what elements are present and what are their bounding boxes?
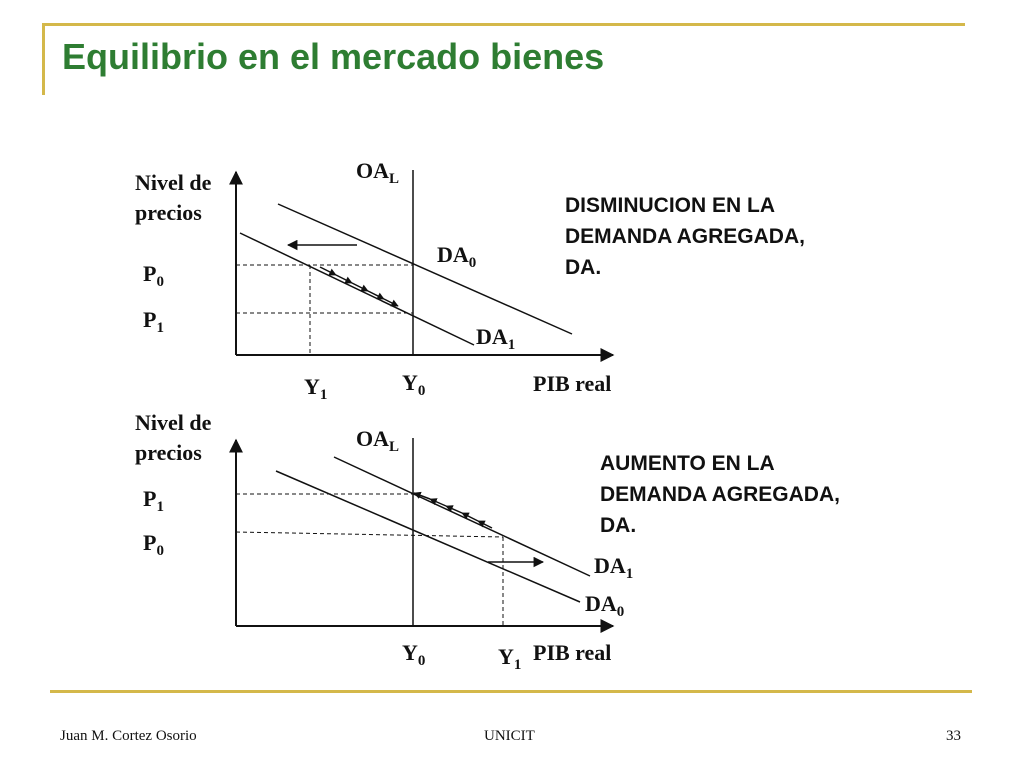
bottom-p0-label: $P_0$: [143, 530, 164, 559]
bottom-note: AUMENTO EN LA DEMANDA AGREGADA, DA.: [600, 452, 840, 537]
top-x-axis-label: PIB real: [533, 371, 612, 396]
top-note: DISMINUCION EN LA DEMANDA AGREGADA, DA.: [565, 194, 805, 279]
bottom-oal-label: $OA_L$: [356, 426, 400, 455]
bottom-da0-curve: [276, 471, 580, 602]
footer-rule: [50, 690, 972, 693]
bottom-da0-label: $DA_0$: [585, 591, 625, 620]
bottom-da1-curve: [334, 457, 590, 576]
bottom-y1-label: $Y_1$: [498, 644, 522, 673]
top-y0-label: $Y_0$: [402, 370, 426, 399]
bottom-p1-label: $P_1$: [143, 486, 164, 515]
bottom-da1-label: $DA_1$: [594, 553, 634, 582]
bottom-p0-guide: [236, 532, 503, 537]
top-diagram: [236, 170, 613, 355]
footer-institution: UNICIT: [484, 728, 535, 744]
bottom-y-axis-label: Nivel de precios: [135, 410, 212, 465]
top-y1-label: $Y_1$: [304, 374, 328, 403]
top-da0-curve: [278, 204, 572, 334]
footer-page-number: 33: [946, 728, 961, 744]
top-y-axis-label: Nivel de precios: [135, 170, 212, 225]
top-da0-label: $DA_0$: [437, 242, 477, 271]
top-oal-label: $OA_L$: [356, 158, 400, 187]
top-p1-label: $P_1$: [143, 307, 164, 336]
footer-author: Juan M. Cortez Osorio: [60, 728, 197, 744]
bottom-x-axis-label: PIB real: [533, 640, 612, 665]
slide-title: Equilibrio en el mercado bienes: [62, 36, 605, 77]
bottom-y0-label: $Y_0$: [402, 640, 426, 669]
bottom-diagram: [236, 438, 613, 626]
top-da1-label: $DA_1$: [476, 324, 516, 353]
bottom-adjustment-arrows: [414, 493, 492, 528]
top-p0-label: $P_0$: [143, 261, 164, 290]
top-adjustment-arrows: [320, 267, 398, 306]
